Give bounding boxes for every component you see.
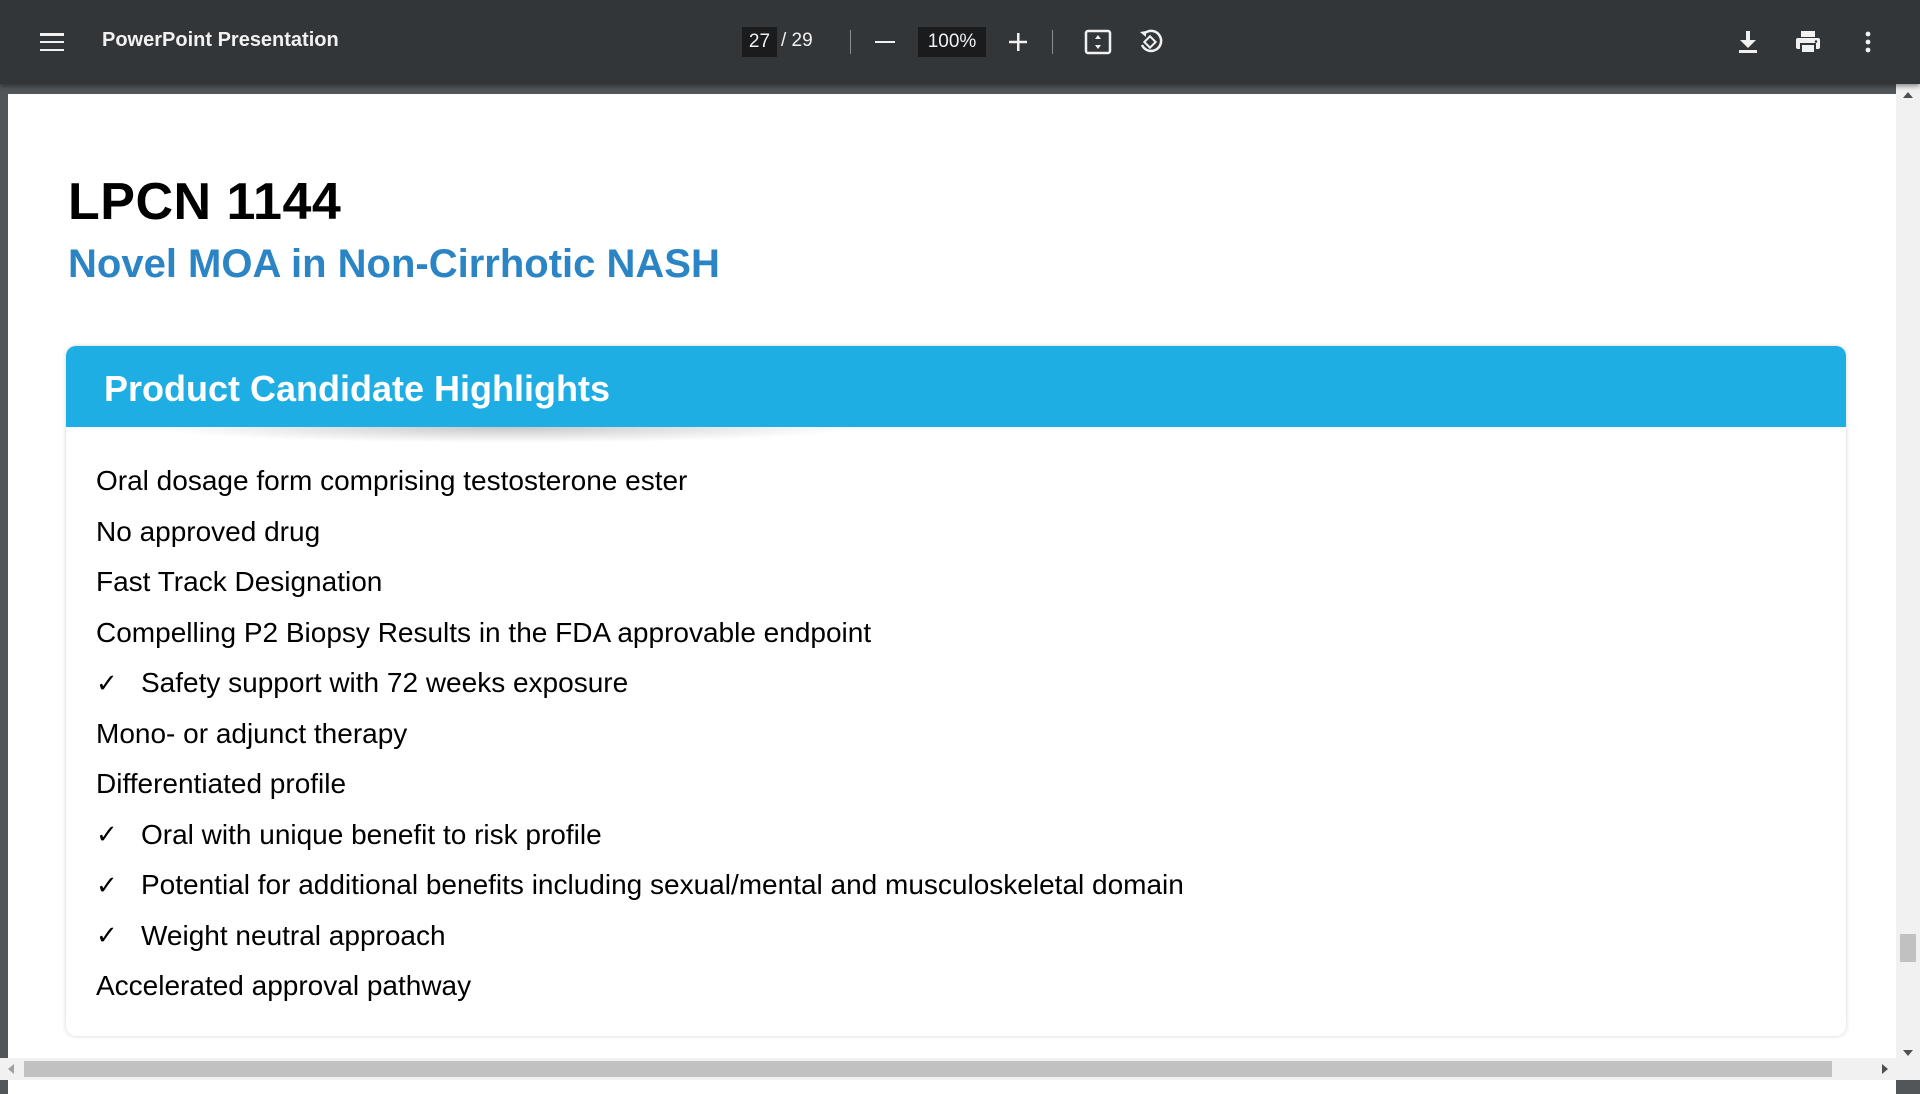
scroll-right-arrow-icon[interactable] xyxy=(1882,1064,1888,1074)
vertical-scroll-thumb[interactable] xyxy=(1900,934,1916,962)
highlight-item xyxy=(96,759,1796,810)
slide-subtitle: Novel MOA in Non-Cirrhotic NASH xyxy=(68,242,720,286)
highlights-list xyxy=(96,456,1796,1012)
zoom-out-icon[interactable] xyxy=(868,22,902,62)
toolbar-divider xyxy=(1052,30,1053,54)
scroll-left-arrow-icon[interactable] xyxy=(8,1064,14,1074)
scroll-down-arrow-icon[interactable] xyxy=(1903,1050,1913,1056)
highlight-text: No approved drug xyxy=(96,515,321,547)
pdf-toolbar xyxy=(0,0,1920,84)
highlight-item xyxy=(96,608,1796,659)
slide-title: LPCN 1144 xyxy=(68,173,342,231)
highlight-item xyxy=(96,911,1796,962)
highlight-text: Oral with unique benefit to risk profile xyxy=(141,818,602,850)
download-icon[interactable] xyxy=(1730,22,1766,62)
header-shadow xyxy=(146,427,866,443)
page-total: / 29 xyxy=(781,30,813,51)
checkmark-icon: ✓ xyxy=(96,819,118,850)
zoom-in-icon[interactable] xyxy=(1001,22,1035,62)
highlight-text: Potential for additional benefits including sexual/mental and musculoskeletal domain xyxy=(141,869,1184,901)
page-number-input[interactable]: 27 xyxy=(742,27,777,57)
more-vert-icon[interactable] xyxy=(1850,22,1886,62)
toolbar-divider xyxy=(850,30,851,54)
rotate-icon[interactable] xyxy=(1133,22,1169,62)
checkmark-icon: ✓ xyxy=(96,920,118,951)
checkmark-icon: ✓ xyxy=(96,667,118,698)
highlight-text: Accelerated approval pathway xyxy=(96,970,472,1002)
horizontal-scrollbar[interactable] xyxy=(0,1058,1896,1080)
checkmark-icon: ✓ xyxy=(96,869,118,900)
card-header xyxy=(66,346,1846,427)
highlight-item xyxy=(96,709,1796,760)
document-title: PowerPoint Presentation xyxy=(102,29,339,51)
vertical-scrollbar[interactable] xyxy=(1896,84,1920,1064)
highlight-item xyxy=(96,456,1796,507)
highlight-item xyxy=(96,658,1796,709)
highlight-text: Compelling P2 Biopsy Results in the FDA approvable endpoint xyxy=(96,616,872,648)
print-icon[interactable] xyxy=(1790,22,1826,62)
pdf-viewer xyxy=(0,84,1920,1080)
fit-to-page-icon[interactable] xyxy=(1080,22,1116,62)
card-header-title: Product Candidate Highlights xyxy=(104,368,611,409)
scrollbar-corner xyxy=(1896,1058,1920,1080)
highlight-text: Differentiated profile xyxy=(96,768,347,800)
highlight-item xyxy=(96,961,1796,1012)
horizontal-scroll-thumb[interactable] xyxy=(24,1061,1832,1077)
highlight-item xyxy=(96,507,1796,558)
scroll-up-arrow-icon[interactable] xyxy=(1903,92,1913,98)
highlight-text: Safety support with 72 weeks exposure xyxy=(141,667,629,699)
highlight-text: Oral dosage form comprising testosterone ester xyxy=(96,465,688,497)
highlights-card xyxy=(66,346,1846,1036)
zoom-level-input[interactable]: 100% xyxy=(918,27,986,57)
highlight-item xyxy=(96,557,1796,608)
highlight-text: Mono- or adjunct therapy xyxy=(96,717,408,749)
highlight-text: Fast Track Designation xyxy=(96,566,383,598)
pdf-page xyxy=(8,94,1896,1094)
highlight-text: Weight neutral approach xyxy=(141,919,446,951)
highlight-item xyxy=(96,860,1796,911)
menu-icon[interactable] xyxy=(32,22,72,62)
highlight-item xyxy=(96,810,1796,861)
